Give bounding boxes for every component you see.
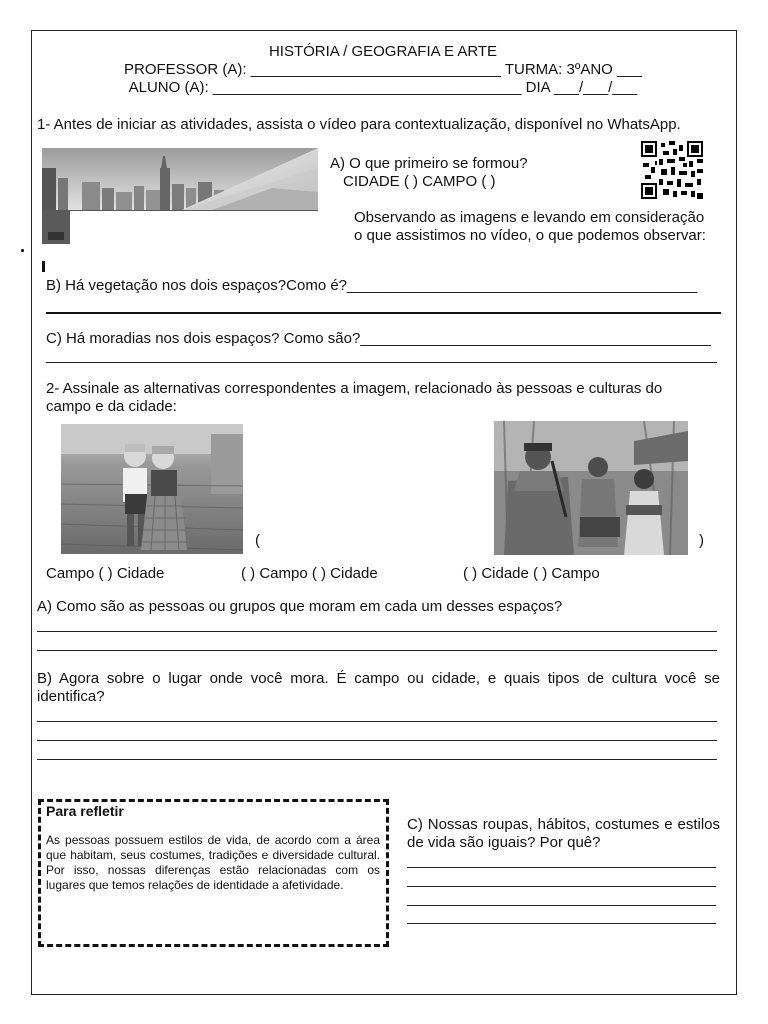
q2-a-question: A) Como são as pessoas ou grupos que moram em cada um desses espaços? (37, 598, 563, 615)
children-countryside-image (61, 424, 243, 554)
answer-line[interactable] (37, 650, 717, 651)
answer-line[interactable] (46, 362, 717, 363)
q1-observe-line1: Observando as imagens e levando em consideração (354, 209, 705, 226)
answer-line[interactable] (407, 886, 716, 887)
subject-title: HISTÓRIA / GEOGRAFIA E ARTE (268, 43, 498, 60)
answer-line[interactable] (37, 721, 717, 722)
reflection-title: Para refletir (46, 803, 124, 819)
cursor-mark (42, 261, 45, 272)
answer-line[interactable] (46, 312, 721, 314)
answer-line[interactable] (407, 867, 716, 868)
q2-b-question: B) Agora sobre o lugar onde você mora. É campo ou cidade, e quais tipos de cultura você se identifica? (37, 670, 720, 705)
q2-option-3[interactable]: ( ) Cidade ( ) Campo (463, 565, 600, 582)
answer-line[interactable] (37, 759, 717, 760)
answer-line[interactable] (407, 905, 716, 906)
q1-a-question: A) O que primeiro se formou? (330, 155, 528, 172)
q2-option-2[interactable]: ( ) Campo ( ) Cidade (241, 565, 378, 582)
bullet-dot (21, 249, 24, 252)
answer-line[interactable] (407, 923, 716, 924)
city-countryside-image (42, 148, 318, 244)
q2-paren-right: ) (699, 532, 704, 549)
answer-line[interactable] (37, 740, 717, 741)
qr-code-icon[interactable] (641, 141, 703, 199)
q1-observe-line2: o que assistimos no vídeo, o que podemos observar: (354, 227, 706, 244)
indigenous-people-image (494, 421, 688, 555)
q1-b-question: B) Há vegetação nos dois espaços?Como é?__________________________________________ (46, 277, 698, 294)
answer-line[interactable] (37, 631, 717, 632)
q2-instruction: 2- Assinale as alternativas correspondentes a imagem, relacionado às pessoas e culturas do campo e da cidade: (46, 380, 663, 415)
qc-question: C) Nossas roupas, hábitos, costumes e estilos de vida são iguais? Por quê? (407, 816, 720, 851)
q2-option-1[interactable]: Campo ( ) Cidade (46, 565, 165, 582)
q1-c-question: C) Há moradias nos dois espaços? Como são?__________________________________________ (46, 330, 711, 347)
professor-line: PROFESSOR (A): ______________________________ TURMA: 3ºANO ___ (123, 61, 643, 78)
q2-paren-left: ( (255, 532, 260, 549)
student-line: ALUNO (A): _____________________________________ DIA ___/___/___ (128, 79, 638, 96)
q1-a-options[interactable]: CIDADE ( ) CAMPO ( ) (343, 173, 496, 190)
q1-instruction: 1- Antes de iniciar as atividades, assista o vídeo para contextualização, disponível no WhatsApp. (37, 116, 681, 133)
reflection-text: As pessoas possuem estilos de vida, de acordo com a área que habitam, seus costumes, tradições e diversidade cultural. Por isso, nossas diferenças estão relacionadas com os lugares que temos relações de identidade a afetividade. (46, 833, 380, 892)
